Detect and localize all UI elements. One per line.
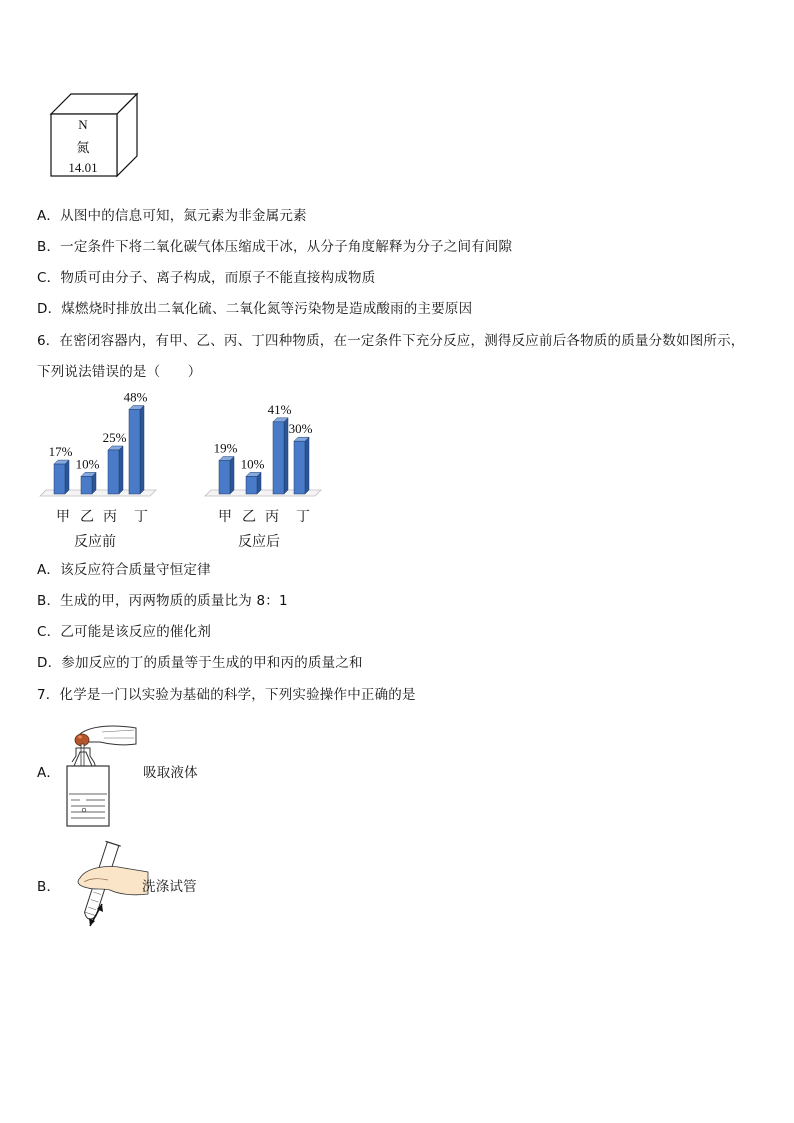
q6-option-a: A．该反应符合质量守恒定律	[37, 562, 211, 578]
before-tick-ding: 丁	[134, 509, 148, 525]
after-label-jia: 19%	[213, 440, 238, 456]
after-bar-jia	[219, 457, 234, 494]
before-tick-bing: 丙	[103, 509, 117, 525]
q7-option-a-label: 吸取液体	[143, 765, 198, 781]
after-bar-yi	[246, 472, 261, 494]
before-bar-jia	[54, 460, 69, 494]
q7-option-a-letter: A．	[37, 765, 61, 781]
q5-option-b: B．一定条件下将二氧化碳气体压缩成干冰，从分子角度解释为分子之间有间隙	[37, 239, 513, 255]
element-mass: 14.01	[68, 160, 98, 175]
q5-option-d: D．煤燃烧时排放出二氧化硫、二氧化氮等污染物是造成酸雨的主要原因	[37, 301, 473, 317]
element-name: 氮	[76, 141, 90, 156]
q6-option-c: C．乙可能是该反应的催化剂	[37, 624, 212, 640]
q6-option-d: D．参加反应的丁的质量等于生成的甲和丙的质量之和	[37, 655, 363, 671]
before-label-jia: 17%	[48, 444, 73, 460]
after-label-bing: 41%	[267, 401, 292, 417]
before-tick-yi: 乙	[80, 509, 94, 525]
q7-option-b-label: 洗涤试管	[142, 879, 197, 895]
before-tick-jia: 甲	[56, 509, 70, 525]
before-label-yi: 10%	[75, 456, 100, 472]
after-label-yi: 10%	[240, 456, 265, 472]
q6-stem-line2: 下列说法错误的是（ ）	[37, 364, 202, 380]
q7-option-b-letter: B．	[37, 879, 61, 895]
before-bar-yi	[81, 472, 96, 494]
q6-stem-line1: 6．在密闭容器内，有甲、乙、丙、丁四种物质，在一定条件下充分反应，测得反应前后各物质的质量分数如图所示，	[37, 333, 745, 349]
after-tick-bing: 丙	[265, 509, 279, 525]
chart-after-caption: 反应后	[238, 534, 280, 550]
after-label-ding: 30%	[288, 421, 313, 437]
test-tube-wash-illustration	[66, 838, 150, 932]
after-bar-ding	[294, 437, 309, 494]
q7-stem: 7．化学是一门以实验为基础的科学，下列实验操作中正确的是	[37, 687, 416, 703]
before-label-ding: 48%	[123, 389, 148, 405]
after-bar-bing	[273, 418, 288, 494]
after-tick-yi: 乙	[242, 509, 256, 525]
after-tick-jia: 甲	[218, 509, 232, 525]
dropper-bottle-illustration	[62, 722, 142, 828]
before-bar-bing	[108, 446, 123, 494]
bar-chart-before	[30, 388, 170, 508]
before-bar-ding	[129, 406, 144, 494]
after-tick-ding: 丁	[296, 509, 310, 525]
bar-chart-after	[195, 388, 335, 508]
chart-before-caption: 反应前	[74, 534, 116, 550]
before-label-bing: 25%	[102, 430, 127, 445]
element-symbol: N	[78, 117, 88, 132]
q6-option-b: B．生成的甲，丙两物质的质量比为 8：1	[37, 593, 288, 609]
q5-option-c: C．物质可由分子、离子构成，而原子不能直接构成物质	[37, 270, 376, 286]
q5-option-a: A．从图中的信息可知，氮元素为非金属元素	[37, 208, 307, 224]
